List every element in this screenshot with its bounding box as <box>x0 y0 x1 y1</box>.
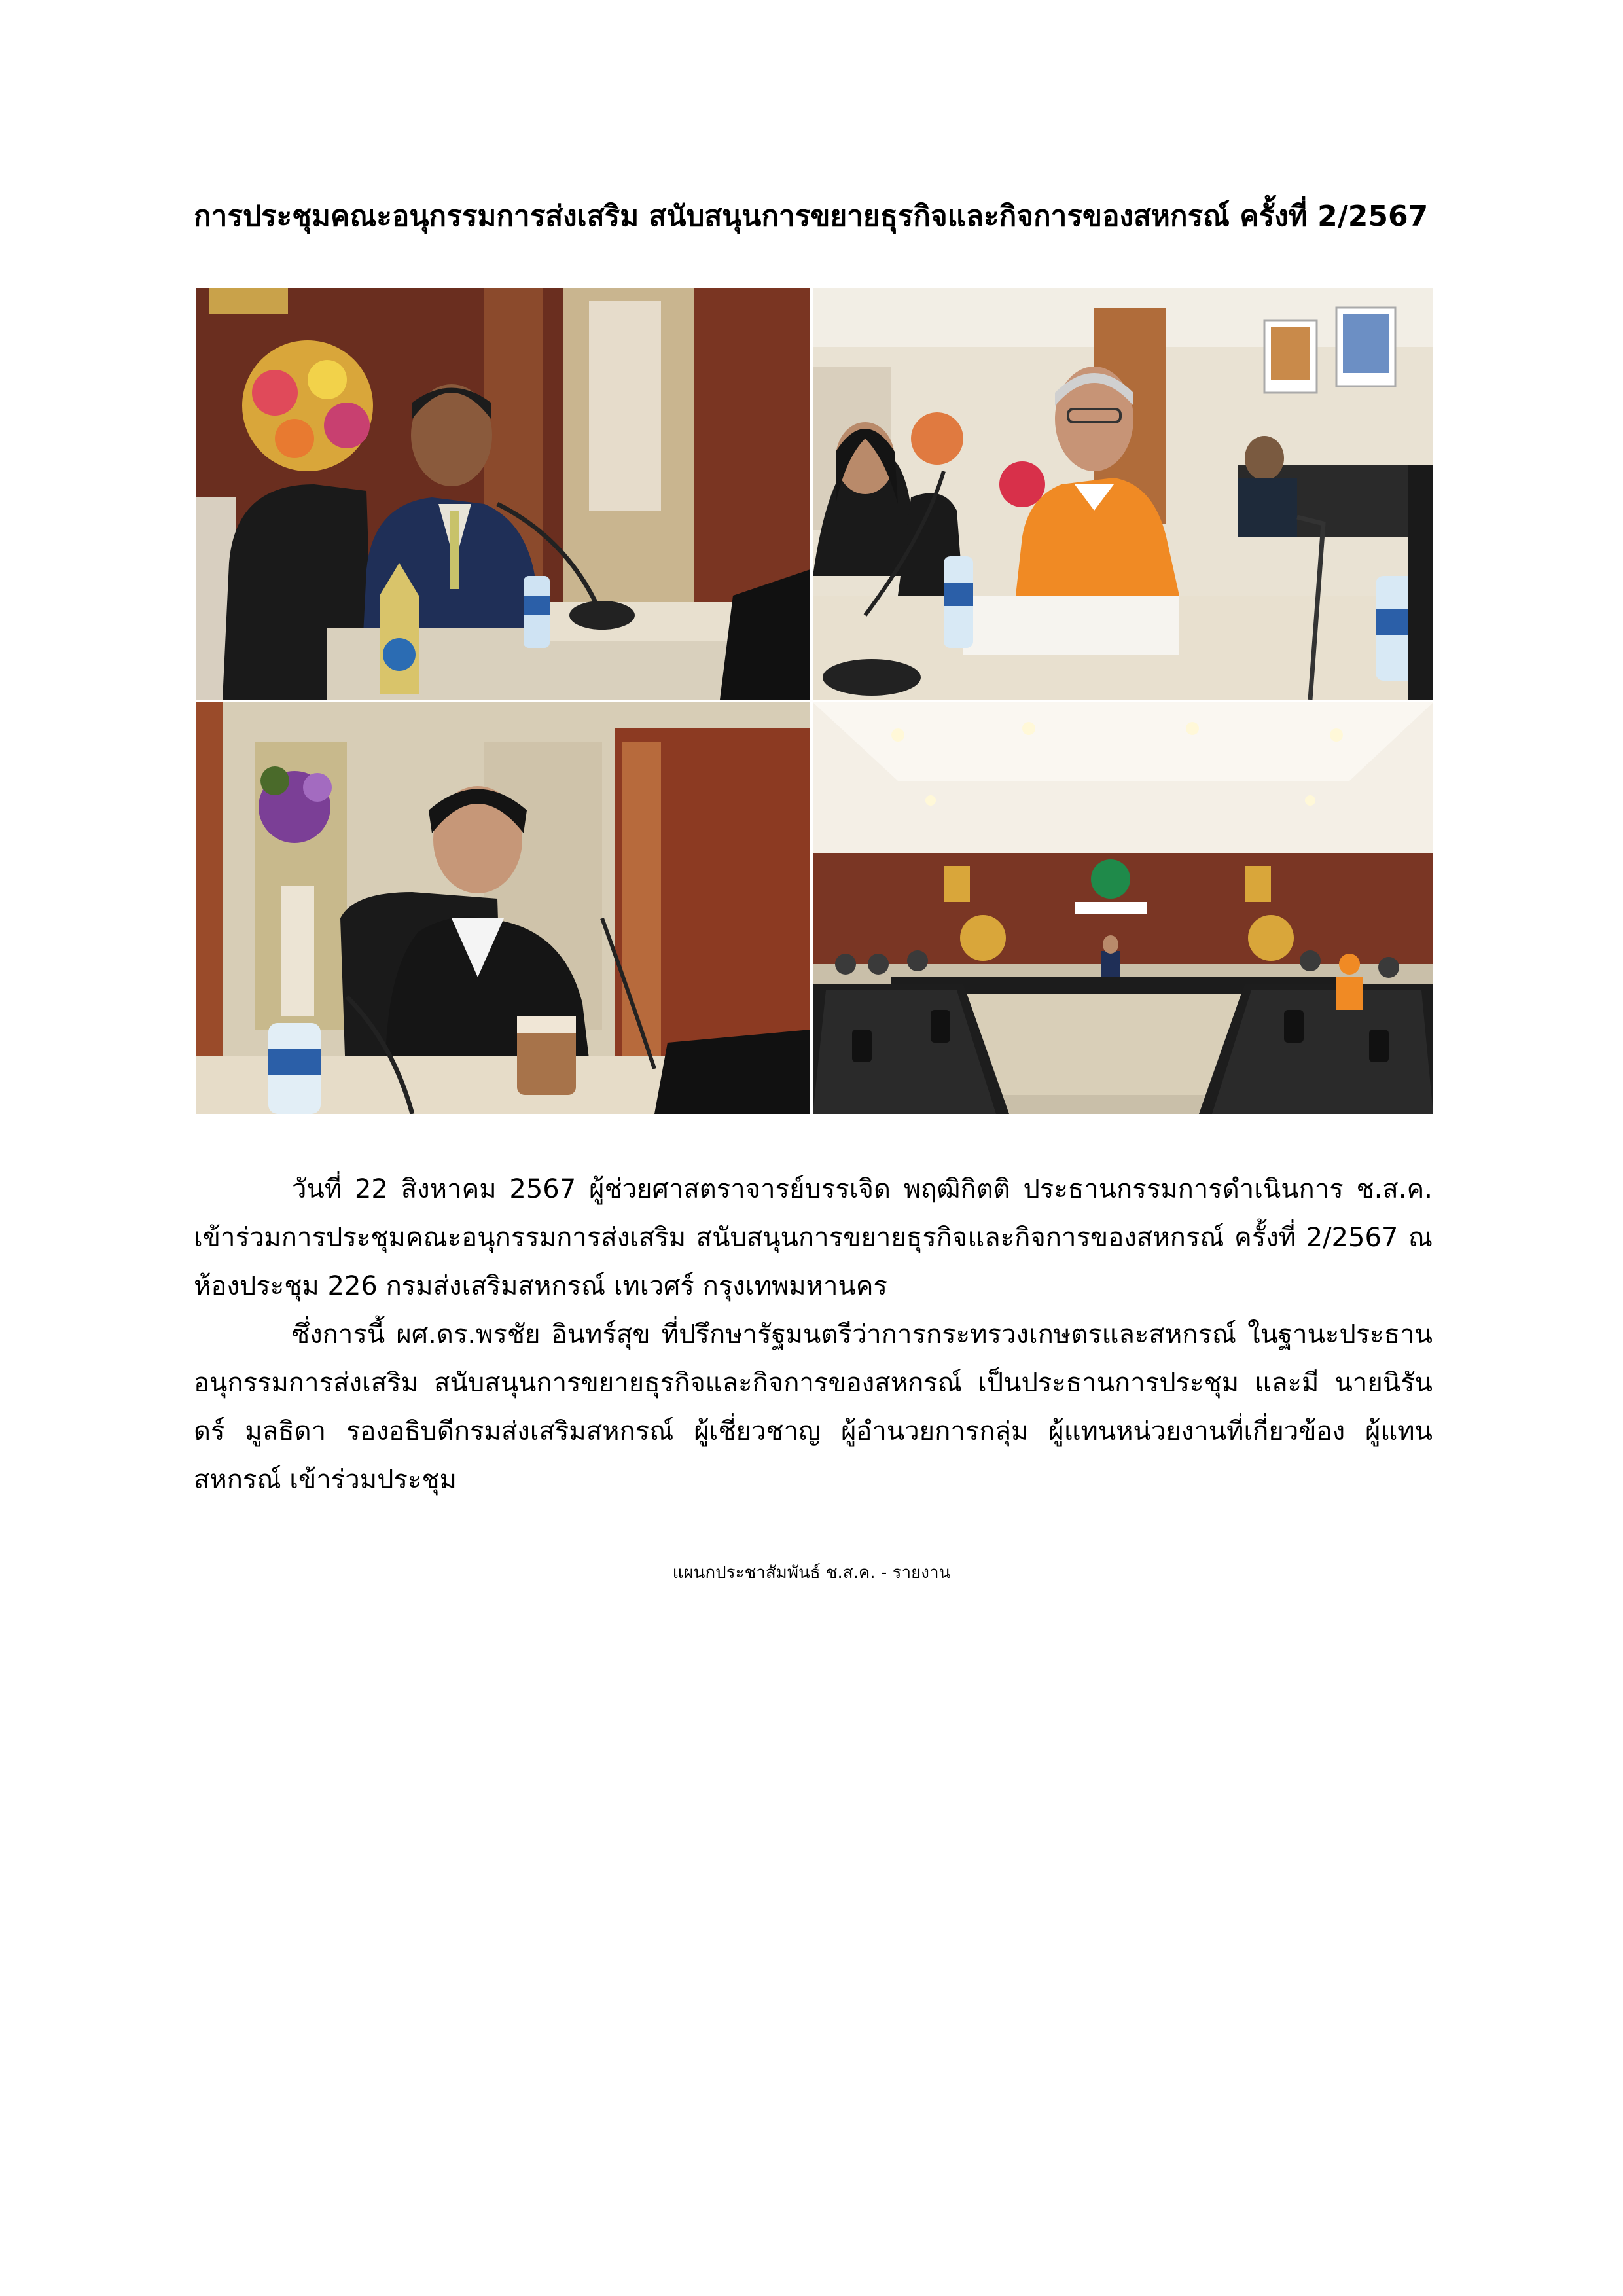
document-title: การประชุมคณะอนุกรรมการส่งเสริม สนับสนุนการขยายธุรกิจและกิจการของสหกรณ์ ครั้งที่ 2/2567 <box>194 200 1429 233</box>
photo-collage <box>196 288 1433 1114</box>
paragraph-1 <box>194 1165 1433 1310</box>
photo-speaker-navy-suit-image <box>196 288 810 700</box>
report-credit: แผนกประชาสัมพันธ์ ช.ส.ค. - รายงาน <box>672 1563 951 1583</box>
photo-meeting-room-overview <box>813 702 1433 1114</box>
paragraph-2 <box>194 1310 1433 1504</box>
photo-speaker-black-suit <box>196 702 810 1114</box>
paragraph-1-text: วันที่ 22 สิงหาคม 2567 ผู้ช่วยศาสตราจารย์บรรเจิด พฤฒิกิตติ ประธานกรรมการดำเนินการ ช.ส.ค. เข้าร่วมการประชุมคณะอนุกรรมการส่งเสริม สนับสนุนการขยายธุรกิจและกิจการของสหกรณ์ ครั้งที่ 2/2567 ณ ห้องประชุม 226 กรมส่งเสริมสหกรณ์ เทเวศร์ กรุงเทพมหานคร <box>194 1174 1433 1301</box>
photo-speaker-orange-shirt <box>813 288 1433 700</box>
photo-meeting-room-overview-image <box>813 702 1433 1114</box>
photo-speaker-orange-shirt-image <box>813 288 1433 700</box>
paragraph-2-text: ซึ่งการนี้ ผศ.ดร.พรชัย อินทร์สุข ที่ปรึกษารัฐมนตรีว่าการกระทรวงเกษตรและสหกรณ์ ในฐานะประธานอนุกรรมการส่งเสริม สนับสนุนการขยายธุรกิจและกิจการของสหกรณ์ เป็นประธานการประชุม และมี นายนิรันดร์ มูลธิดา รองอธิบดีกรมส่งเสริมสหกรณ์ ผู้เชี่ยวชาญ ผู้อำนวยการกลุ่ม ผู้แทนหน่วยงานที่เกี่ยวข้อง ผู้แทนสหกรณ์ เข้าร่วมประชุม <box>194 1319 1433 1495</box>
photo-speaker-black-suit-image <box>196 702 810 1114</box>
photo-speaker-navy-suit <box>196 288 810 700</box>
article-body <box>194 1165 1433 1504</box>
